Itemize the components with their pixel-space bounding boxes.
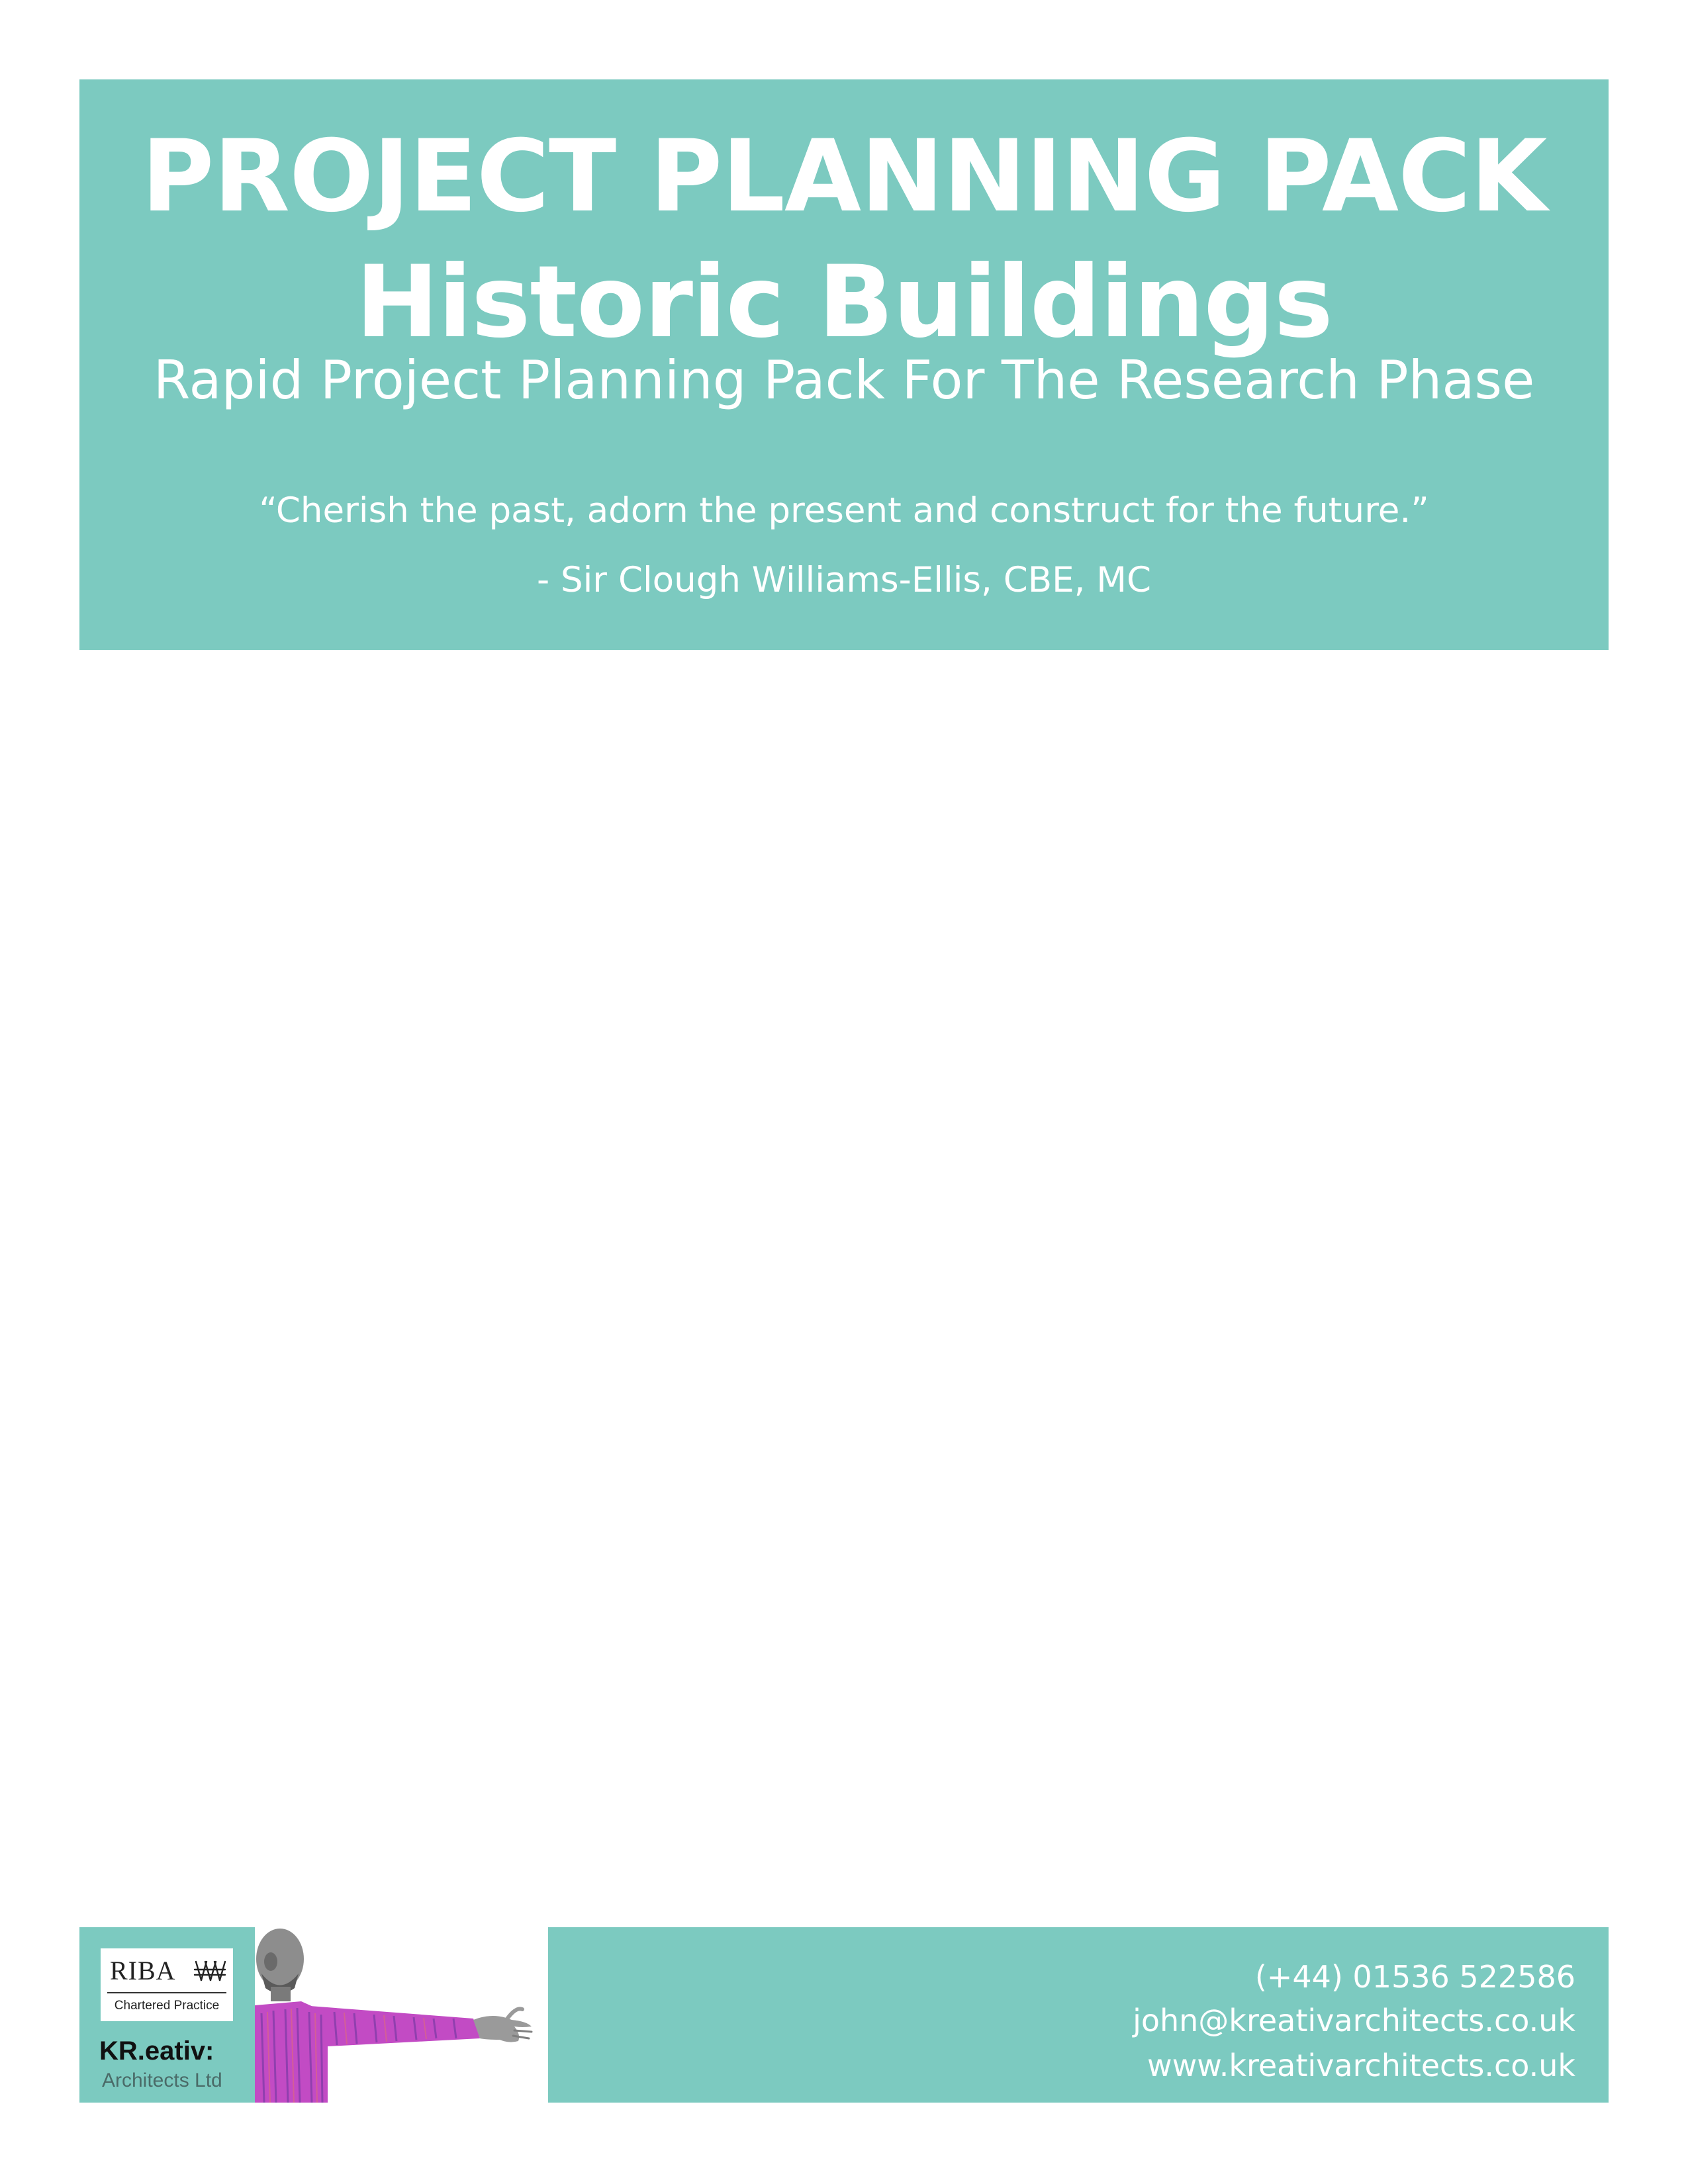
riba-badge — [101, 1948, 233, 2021]
company-name: KR.eativ: — [99, 2036, 214, 2066]
header-banner — [79, 79, 1609, 650]
contact-panel — [548, 1927, 1609, 2103]
riba-chartered-label: Chartered Practice — [114, 1999, 220, 2013]
page-subtitle: Rapid Project Planning Pack For The Research Phase — [153, 349, 1535, 411]
company-logo-panel — [79, 1927, 255, 2103]
page-title-secondary: Historic Buildings — [355, 245, 1333, 360]
architect-figure — [255, 1927, 548, 2103]
riba-divider — [107, 1992, 226, 1993]
riba-crest-icon — [192, 1956, 228, 1985]
contact-email[interactable]: john@kreativarchitects.co.uk — [1133, 2003, 1575, 2038]
architect-photo — [255, 1927, 548, 2103]
company-subtitle: Architects Ltd — [102, 2070, 222, 2091]
contact-website[interactable]: www.kreativarchitects.co.uk — [1147, 2048, 1575, 2083]
riba-label: RIBA — [110, 1956, 176, 1985]
quote-attribution: - Sir Clough Williams-Ellis, CBE, MC — [536, 560, 1152, 600]
quote-text: “Cherish the past, adorn the present and construct for the future.” — [259, 490, 1429, 531]
page-title: PROJECT PLANNING PACK — [141, 119, 1547, 234]
contact-phone[interactable]: (+44) 01536 522586 — [1254, 1959, 1575, 1995]
